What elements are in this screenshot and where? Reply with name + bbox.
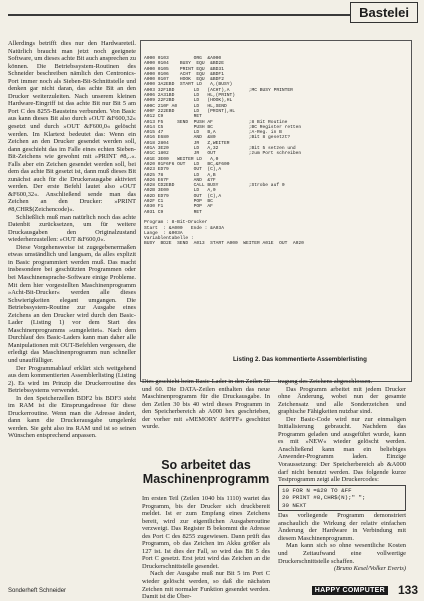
section-heading: So arbeitet das Maschinenprogramm (142, 458, 270, 486)
listing-line: A015 47 LD B,A ;A-Reg. in B (144, 130, 282, 136)
code-line: 10 FOR N =&20 TO &FF (282, 486, 352, 494)
listing-line: A031 C9 RET (144, 209, 202, 215)
listing-line: A000 0106 ACHT EQU &BDF1 (144, 71, 224, 77)
listing-line: A006 2A31BD LD HL,(PRINT) (144, 93, 235, 99)
listing-line: A020 01F6F6 OUT LD BC,&F600 (144, 161, 230, 167)
listing-line: A01E 3E00 WEITER LD A,0 (144, 156, 219, 162)
listing-line: A018 2804 JR Z,WEITER (144, 140, 230, 146)
listing-line: A01A 3E20 LD A,32 ;Bit 5 setzen und (144, 146, 296, 152)
middle-column-body (142, 495, 270, 601)
header-rule (8, 14, 364, 16)
listing-line: Program : 8-Bit-Drucker (144, 220, 208, 226)
listing-line: A023 ED79 OUT (C),A (144, 167, 222, 173)
listing-line: BUSY BD2E SEND A013 START A000 WEITER A01E OUT A020 (144, 241, 304, 247)
listing-line: A000 0105 PRINT EQU &BD31 (144, 66, 224, 72)
listing-line: Lange : &003A (144, 230, 183, 236)
listing-line: Start : &A000 Ende : &A03A (144, 225, 224, 231)
paragraph: Nach der Ausgabe muß nur Bit 5 im Port C wieder gelöscht werden, so daß die nächsten Zeichen mit normaler Funktion gesendet werden. Damit ist die Über- (142, 570, 270, 601)
listing-line: A000 0104 BUSY EQU &BD2E (144, 61, 224, 67)
middle-column-top (142, 378, 270, 431)
listing-line: A026 E67F AND &7F (144, 177, 216, 183)
listing-line: A014 C5 PUSH BC ;BC Register retten (144, 124, 302, 130)
paragraph: Schließlich muß man natürlich noch das achte Datenbit zurücksetzen, um für weitere Druckausgaben den Originalzustand wiederherzustellen: »OUT &F600,0«. (8, 213, 136, 244)
listing-line: A02D ED79 OUT (C),A (144, 193, 222, 199)
listing-line: A000 0103 ORG &A000 (144, 56, 222, 61)
listing-line: A009 22F2BD LD (HOOK),HL (144, 98, 233, 104)
listing-line: Variablentabelle : (144, 236, 194, 242)
listing-line: A000 0107 HOOK EQU &BDF2 (144, 77, 224, 83)
assembler-listing (144, 56, 406, 247)
paragraph: Das Programm arbeitet mit jedem Drucker ohne Änderung, wobei nun der gesamte Zeichensatz und alle Sonderzeichen und graphische Fähigkeiten nutzbar sind. (278, 385, 406, 416)
paragraph: In den Speicherzellen BDF2 bis BDF3 steht im RAM ist die Einsprungadresse für diese Druckerroutine. Wenn man die Adresse ändert, dann kann die Druckerausgabe umgelenkt werden. Sie geht also ins RAM und ist so seinen Wünschen entsprechend anpassen. (8, 394, 136, 440)
page-number: 133 (397, 583, 418, 597)
listing-line: A003 32F1BD LD (ACHT),A ;MC BUSY PRINTER (144, 87, 293, 93)
basic-test-program (278, 485, 406, 512)
listing-line: A02F C1 POP BC (144, 199, 213, 205)
left-column (8, 40, 136, 440)
happy-computer-logo: HAPPY COMPUTER (312, 586, 388, 595)
listing-line: A030 F1 POP AF (144, 204, 213, 210)
listing-line: A02B 3E00 LD A,0 (144, 188, 216, 194)
paragraph: Das vorliegende Programm demonstriert anschaulich die Wirkung der relativ einfachen Änderung der Hardware in Verbindung mit diesem Maschinenprogramm. (278, 512, 406, 542)
paragraph: Im ersten Teil (Zeilen 1040 bis 1110) wartet das Programm, bis der Drucker sich druckbereit meldet. Ist er zum Empfang eines Zeichens bereit, wird zur eigentlichen Ausgaberoutine verzweigt. Das Register B bekommt die Adresse des Port C des 8255 zugewiesen. Dann prüft das Programm, ob das Zeichen im Akku größer als 127 ist. Ist dies der Fall, so wird das Bit 5 des Port C gesetzt. Erst jetzt wird das Zeichen an die Druckerschnittstelle gesendet. (142, 495, 270, 570)
footer-publication: Sonderheft Schneider (8, 588, 67, 594)
listing-line: A012 C9 RET (144, 114, 202, 120)
paragraph: Man kann sich so ohne wesentliche Kosten und Zeitaufwand eine vollwertige Druckerschnittstelle schaffen. (278, 542, 406, 565)
listing-line: A013 F5 SEND PUSH AF ;8 Bit Routine (144, 119, 288, 125)
listing-caption: Listing 2. Das kommentierte Assemblerlisting (233, 356, 367, 363)
listing-line: A01C 1802 JR OUT ;zum Port schreiben (144, 151, 302, 157)
listing-line: A025 78 LD A,B (144, 172, 216, 178)
author-signature: (Bruno Kesel/Volker Everts) (333, 565, 406, 573)
listing-line: A00C 210F A0 LD HL,SEND (144, 103, 227, 109)
right-column (278, 378, 406, 573)
paragraph: Dies geschieht beim Basic-Lader in den Zeilen 50 und 60. Die DATA-Zeilen enthalten das neue Maschinenprogramm für die Druckausgabe. In den Zeilen 30 bis 40 wird dieses Programm in den Speicherbereich ab A000 hex geschrieben, der vorher mit »MEMORY &9FFF« geschützt wurde. (142, 378, 270, 431)
paragraph: Der Programmablauf erklärt sich weitgehend aus dem kommentierten Assemblerlisting (Listing 2). Es wird im Prinzip die Druckerroutine des Betriebssystems verwendet. (8, 364, 136, 395)
paragraph: tragung des Zeichens abgeschlossen. (278, 378, 373, 385)
listing-line: A000 3A2EBD START LD A,(BUSY) (144, 82, 233, 88)
listing-line: A028 CD2EBD CALL BUSY ;Strobe auf 0 (144, 183, 285, 189)
paragraph: Allerdings betrifft dies nur den Hardwareteil. Natürlich braucht man jetzt noch geeignete Software, um dieses achte Bit auch ansprechen zu können. Die Betriebssystem-Routinen des Schneider beschreiben nämlich den Centronics-Port immer noch als Sieben-Bit-Schnittstelle und denken gar nicht daran, das achte Bit an den Drucker weiterzuleiten. Nach unserem kleinen Hardware-Eingriff ist das achte Bit nur Bit 5 am Port C des 8255-Bausteins verbunden. Von Basic aus kann dieses Bit also durch »OUT &F600,32« gesetzt und durch »OUT &F600,0« gelöscht werden. Im Klartext bedeutet das: Wenn ein Zeichen an den Drucker gesendet werden soll, dann geschieht das im Falle eines echten Sieben-Bit-Zeichens wie gewohnt mit »PRINT #8,..«. Falls aber ein Zeichen gesendet werden soll, bei dem das achte Bit gesetzt ist, dann muß dieses Bit zunächst auch für die Druckerausgabe aktiviert werden. Der erste Befehl lautet also »OUT &F600,32«. Anschließend sende man das Zeichen an den Drucker: »PRINT #8,CHR$(Zeichencode)«. (8, 40, 136, 214)
paragraph: Diese Vorgehensweise ist zugegebenermaßen etwas umständlich und langsam, da alles explizit in Basic programmiert werden muß. Das macht insbesondere bei geschützten Programmen oder bei Maschinensprache-Software einige Probleme. Mit dem hier vorgestellten Maschinenprogramm »Acht-Bit-Drucker« werden alle dieses Schwierigkeiten elegant umgangen. Die Betriebssystem-Routine zur Ausgabe eines Zeichens an den Drucker wird durch den Basic-Lader (Listing 1) vor dem Start des Maschinenprogramms »umgeleitet«. Nach dem Durchlauf des Basic-Laders kann man daher alle Manipulationen mit OUT-Befehlen vergessen, die erledigt das Maschinenprogramm nun schneller und unauffälliger. (8, 243, 136, 364)
section-label: Bastelei (350, 2, 418, 23)
code-line: 20 PRINT #8,CHR$(N);" "; (282, 494, 366, 502)
listing-line: A00F 222EBD LD (PRINT),HL (144, 108, 235, 114)
listing-line: A016 E680 AND &80 ;Bit 8 gesetzt? (144, 135, 291, 141)
paragraph: Der Basic-Code wird nur zur einmaligen Initialisierung gebraucht. Nachdem das Programm geladen und ausgeführt wurde, kann es mit »NEW« wieder gelöscht werden. Anschließend kann man ein beliebiges Anwender-Programm laden. Einzige Voraussetzung: Der Speicherbereich ab &A000 darf nicht benutzt werden. Das folgende kurze Testprogramm zeigt alle Druckercodes: (278, 415, 406, 484)
code-line: 30 NEXT (282, 501, 307, 509)
